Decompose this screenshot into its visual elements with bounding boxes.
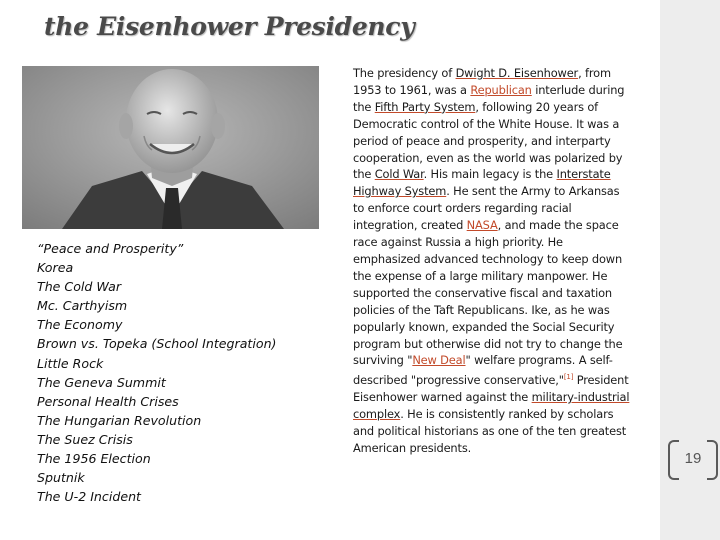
- topic-item: Little Rock: [37, 355, 104, 371]
- link-fifth-party-system[interactable]: Fifth Party System: [374, 99, 476, 114]
- bracket-left-icon: [668, 440, 679, 480]
- topic-item: Korea: [37, 260, 74, 276]
- topic-item: The U-2 Incident: [37, 489, 141, 505]
- topic-item: The Suez Crisis: [37, 431, 133, 447]
- body-text-segment: , and made the space race against Russia a high priority. He emphasized advanced technology to keep down the expense of a large military manpower. He supported the conservative fiscal and taxation policies of the Taft Republicans. Ike, as he was popularly known, expanded the Social Security program but otherwise did not try to change the surviving ": [353, 218, 623, 368]
- topic-item: The Hungarian Revolution: [37, 412, 202, 428]
- topic-item: The Economy: [37, 317, 123, 333]
- topic-item: The Cold War: [37, 279, 122, 295]
- link-republican[interactable]: Republican: [470, 82, 532, 97]
- body-text-segment: , following 20 years of Democratic control of the White House. It was a period of peace and prosperity, and interparty cooperation, even as the world was polarized by the: [353, 99, 623, 182]
- body-text-segment: , from 1953 to 1961, was a: [353, 66, 611, 97]
- link-interstate-highway-system[interactable]: Interstate Highway System: [353, 167, 611, 199]
- topic-item: The Geneva Summit: [37, 374, 166, 390]
- eisenhower-portrait: [22, 66, 319, 229]
- portrait-image: [22, 66, 319, 229]
- topic-list: [37, 239, 327, 506]
- body-text-segment: . His main legacy is the: [423, 167, 557, 182]
- link-nasa[interactable]: NASA: [466, 218, 498, 233]
- body-text-segment: " welfare programs. A self-described "progressive conservative,": [353, 353, 613, 388]
- topic-item: The 1956 Election: [37, 451, 151, 467]
- topic-item: Mc. Carthyism: [37, 298, 128, 314]
- link-dwight-eisenhower[interactable]: Dwight D. Eisenhower: [455, 66, 579, 80]
- page-number-badge: [668, 440, 718, 478]
- slide-title: the Eisenhower Presidency: [44, 12, 415, 41]
- body-text-segment: . He is consistently ranked by scholars and political historians as one of the ten greatest American presidents.: [353, 406, 627, 455]
- body-text-segment: President Eisenhower warned against the: [353, 373, 629, 405]
- topic-item: Brown vs. Topeka (School Integration): [37, 336, 277, 352]
- topic-item: Sputnik: [37, 470, 85, 486]
- bracket-right-icon: [707, 440, 718, 480]
- topic-item: “Peace and Prosperity”: [37, 241, 184, 256]
- body-text-segment: interlude during the: [353, 82, 625, 114]
- link-military-industrial-complex[interactable]: military-industrial complex: [353, 390, 630, 421]
- presidency-summary-paragraph: [353, 65, 633, 457]
- link-cold-war[interactable]: Cold War: [374, 167, 424, 182]
- page-number: 19: [684, 450, 702, 467]
- body-text-segment: . He sent the Army to Arkansas to enforce court orders regarding racial integration, created: [353, 184, 620, 233]
- body-text-segment: The presidency of: [353, 66, 456, 80]
- link-new-deal[interactable]: New Deal: [412, 353, 466, 368]
- topic-item: Personal Health Crises: [37, 393, 179, 409]
- reference-link[interactable]: [1]: [563, 373, 574, 382]
